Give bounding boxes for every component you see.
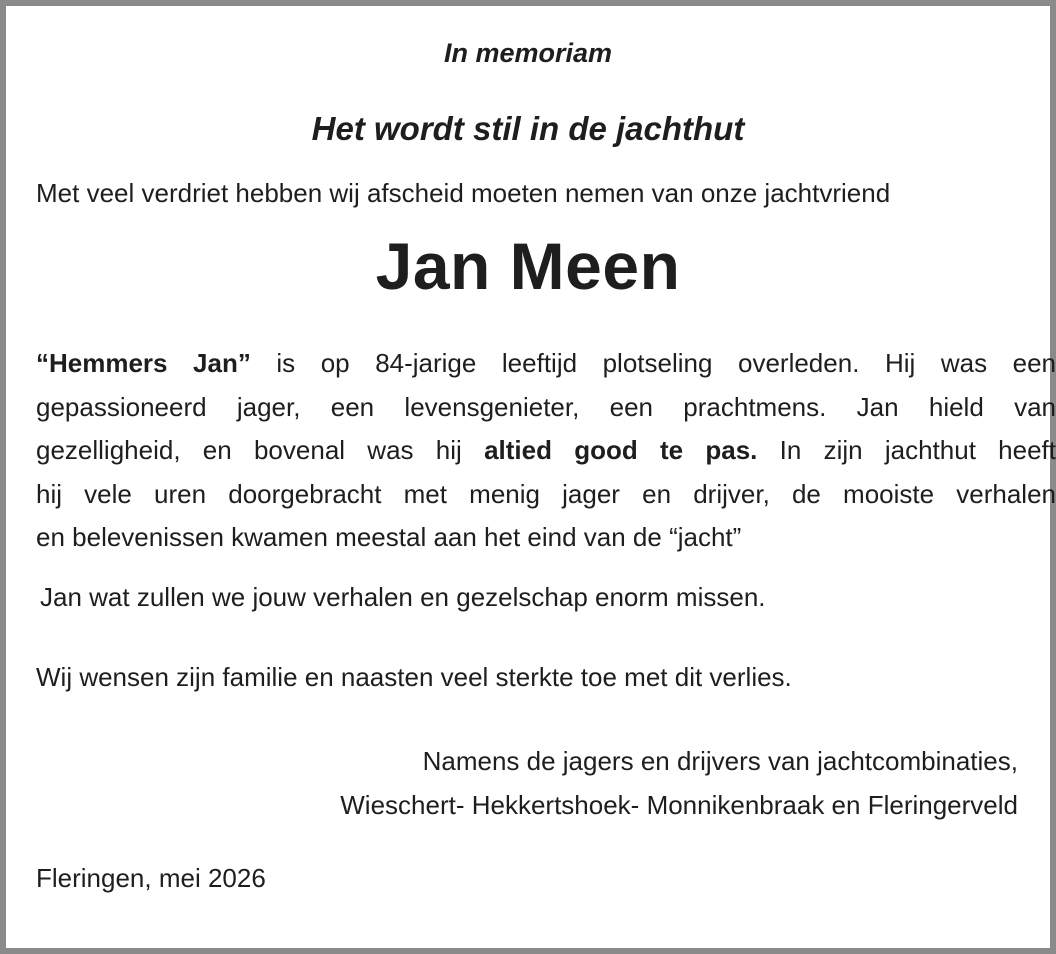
body-line-3 (36, 429, 1056, 473)
body-line-4: hij vele uren doorgebracht met menig jager en drijver, de mooiste verhalen (36, 478, 1056, 509)
deceased-name: Jan Meen (375, 229, 681, 303)
miss-text: Jan wat zullen we jouw verhalen en gezelschap enorm missen. (40, 582, 766, 612)
nickname-bold: “Hemmers Jan” (36, 348, 251, 378)
body-line-3-start: gezelligheid, en bovenal was hij (36, 435, 485, 465)
body-line-1-rest: is op 84-jarige leeftijd plotseling overleden. Hij was een (250, 348, 1056, 378)
kicker-text: In memoriam (443, 38, 613, 68)
place-date: Fleringen, mei 2026 (36, 863, 266, 893)
dialect-phrase-bold: altied good te pas. (484, 435, 758, 465)
body-line-1 (36, 342, 1056, 386)
body-line-2: gepassioneerd jager, een levensgenieter, een prachtmens. Jan hield van (36, 391, 1056, 422)
signature-line-1: Namens de jagers en drijvers van jachtcombinaties, (422, 746, 1018, 776)
headline: Het wordt stil in de jachthut (311, 110, 745, 147)
body-line-3-end: In zijn jachthut heeft (757, 435, 1056, 465)
intro-text: Met veel verdriet hebben wij afscheid moeten nemen van onze jachtvriend (36, 178, 891, 208)
signature-line-2: Wieschert- Hekkertshoek- Monnikenbraak en Fleringerveld (340, 789, 1018, 820)
body-line-5: en belevenissen kwamen meestal aan het eind van de “jacht” (36, 522, 742, 552)
signature-block (340, 740, 1018, 827)
body-paragraph (36, 342, 1056, 560)
wish-text: Wij wensen zijn familie en naasten veel sterkte toe met dit verlies. (36, 662, 792, 692)
